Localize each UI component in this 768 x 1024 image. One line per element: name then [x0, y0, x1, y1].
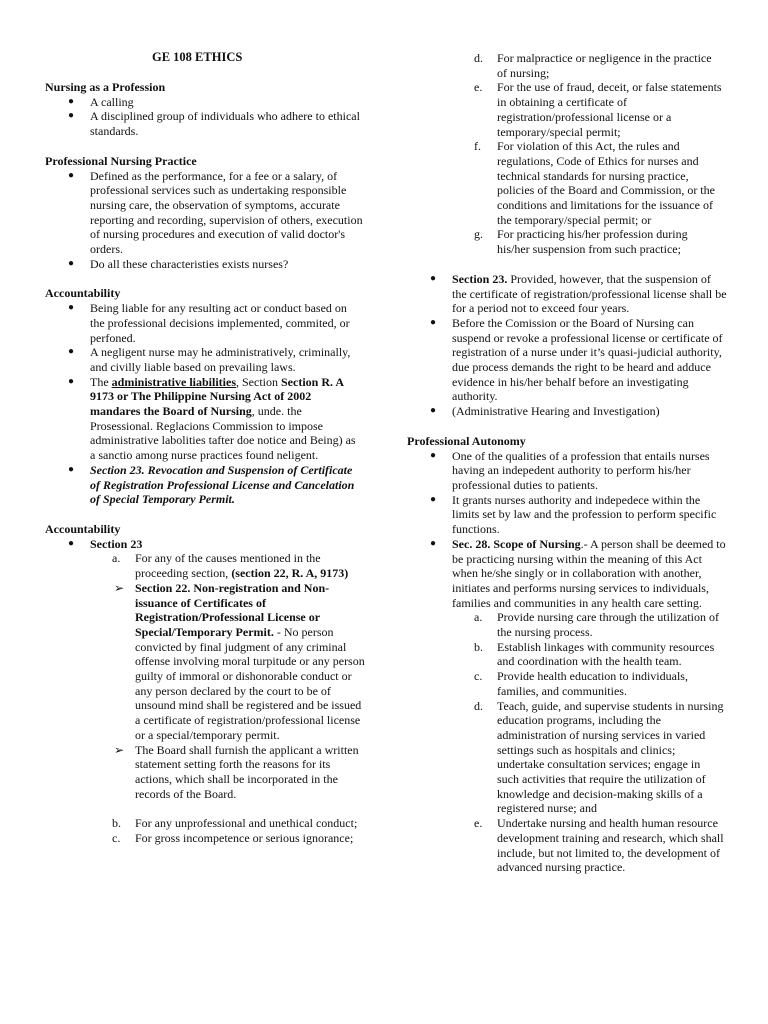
list-item: ● Do all these characteristies exists nurses? [68, 256, 289, 271]
sub-item: e. For the use of fraud, deceit, or false statements in obtaining a certificate of registration/professional license or a temporary/special permit; [474, 80, 722, 139]
right-column [407, 51, 727, 875]
sub-item: d. Teach, guide, and supervise students in nursing education programs, including the administration of nursing services in varied settings such as hospitals and clinics; undertake consultation services; engage in such activities that require the utilization of knowledge and decision-making skills of a registered nurse; and [474, 698, 724, 816]
administrative-liabilities-link: administrative liabilities [111, 374, 236, 389]
list-item: ● A negligent nurse may he administratively, criminally, and civilly liable based on prevailing laws. [68, 345, 351, 374]
arrow-item: ➢ The Board shall furnish the applicant a written statement setting forth the reasons for its actions, which shall be incorporated in the records of the Board. [114, 742, 359, 801]
sub-item: e. Undertake nursing and health human resource development training and research, which shall include, but not limited to, the development of advanced nursing practice. [474, 816, 724, 875]
sub-item: a. Provide nursing care through the utilization of the nursing process. [474, 610, 719, 640]
list-item: ● The administrative liabilities, Section Section R. A 9173 or The Philippine Nursing Act of 2002 mandares the Board of Nursing, unde. the Prosessional. Reglacions Commission to impose administrative labolities tafter doe notice and Being) as a sanctio among nurse practices found neligent. [68, 374, 356, 463]
sub-item: f. For violation of this Act, the rules and regulations, Code of Ethics for nurses and technical standards for nursing practice, policies of the Board and Commission, or the conditions and limitations for the issuance of the temporary/special permit; or [474, 139, 715, 227]
sub-item: c. For gross incompetence or serious ignorance; [112, 831, 354, 846]
list-item: ● Section 23 [68, 536, 143, 551]
sub-item: c. Provide health education to individuals, families, and communities. [474, 669, 688, 698]
list-item: ● It grants nurses authority and indepedece within the limits set by law and the profession to perform specific functions. [430, 492, 717, 537]
list-item: ● (Administrative Hearing and Investigation) [430, 404, 660, 419]
list-item: ● Before the Comission or the Board of Nursing can suspend or revoke a professional license or certificate of registration of a nurse under it’s quasi-judicial authority, due process demands the right to be heard and adduce evidence in his/her behalf before an investigating authority. [430, 315, 723, 404]
sub-item: d. For malpractice or negligence in the practice of nursing; [474, 51, 712, 80]
list-item: ● A disciplined group of individuals who adhere to ethical standards. [68, 109, 360, 139]
list-item: ● Defined as the performance, for a fee or a salary, of professional services such as undertaking responsible nursing care, the observation of symptoms, accurate reporting and recording, supervision of others, execution of nursing procedures and execution of valid doctor's orders. [68, 168, 363, 257]
list-item: ● Sec. 28. Scope of Nursing.- A person shall be deemed to be practicing nursing within the meaning of this Act when he/she singly or in collaboration with another, initiates and performs nursing services to individuals, families and communities in any health care setting. [430, 536, 726, 610]
sub-item: g. For practicing his/her profession during his/her suspension from such practice; [474, 227, 688, 257]
section-heading: Accountability [45, 286, 121, 301]
list-item: ● Section 23. Revocation and Suspension of Certificate of Registration Professional License and Cancelation of Special Temporary Permit. [68, 462, 355, 507]
arrow-item: ➢ Section 22. Non-registration and Non-issuance of Certificates of Registration/Professional License or Special/Temporary Permit. - No person convicted by final judgment of any criminal offense involving moral turpitude or any person guilty of immoral or dishonorable conduct or any person declared by the court to be of unsound mind shall be registered and be issued a certificate of registration/professional license or a special/temporary permit. [114, 580, 365, 742]
section-heading: Professional Autonomy [407, 433, 526, 448]
left-column [45, 80, 365, 846]
sub-item: b. For any unprofessional and unethical conduct; [112, 816, 358, 831]
sub-item: a. For any of the causes mentioned in the proceeding section, (section 22, R. A, 9173) [112, 551, 349, 581]
section-heading: Professional Nursing Practice [45, 153, 197, 168]
sub-item: b. Establish linkages with community resources and coordination with the health team. [474, 639, 715, 669]
section-heading: Nursing as a Profession [45, 80, 166, 94]
section-heading: Accountability [45, 521, 121, 536]
list-item: ● One of the qualities of a profession that entails nurses having an indepedent authority to perform his/her professional duties to patients. [430, 448, 710, 492]
list-item: ● A calling [68, 94, 134, 109]
list-item: ● Section 23. Provided, however, that the suspension of the certificate of registration/professional license shall be for a period not to exceed four years. [430, 271, 727, 316]
list-item: ● Being liable for any resulting act or conduct based on the professional decisions implemented, commited, or perfoned. [68, 301, 350, 345]
page-title: GE 108 ETHICS [152, 50, 243, 64]
